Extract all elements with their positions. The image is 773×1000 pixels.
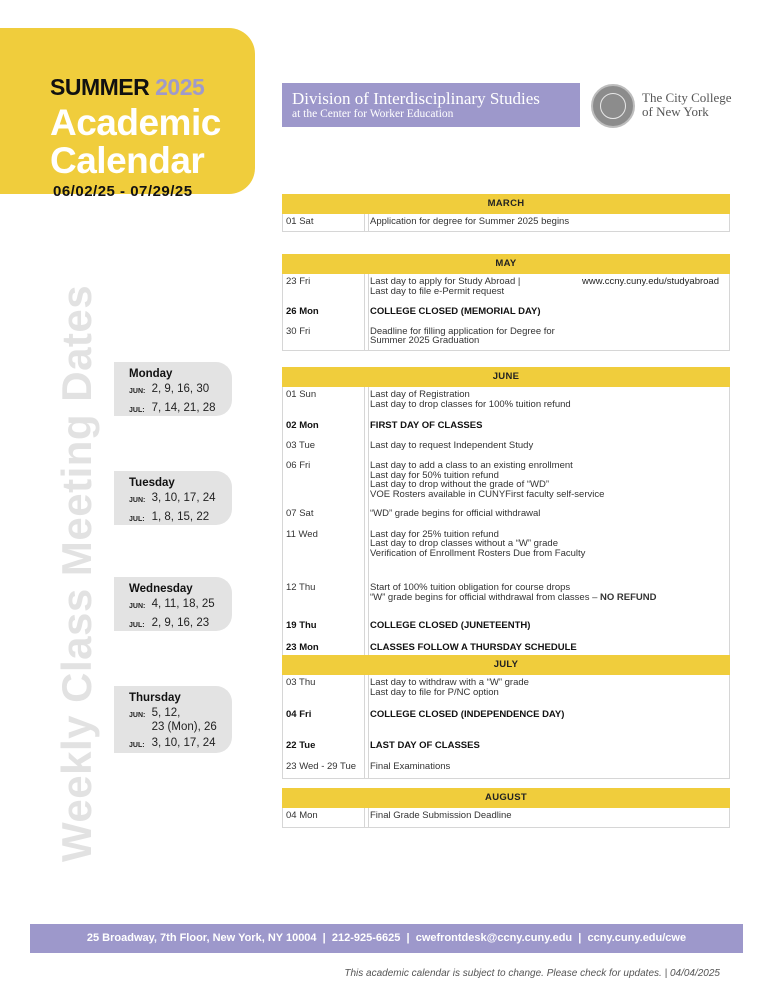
event-row [283,738,729,760]
footer-separator: | [406,932,410,944]
college-logo-text [642,91,732,119]
event-description [367,678,529,697]
event-line: Verification of Enrollment Rosters Due from Faculty [370,547,586,559]
event-line: “WD” grade begins for official withdrawal [370,508,541,519]
month-label: JUL: [129,742,145,749]
event-line: Last day to withdraw with a “W” grade [370,677,529,688]
meeting-dates: 7, 14, 21, 28 [151,402,216,414]
event-line: LAST DAY OF CLASSES [370,739,480,751]
meeting-dates: 4, 11, 18, 25 [151,598,215,610]
event-date: 12 Thu [286,582,316,593]
month-events [282,675,730,779]
event-description [367,762,450,772]
meeting-dates: 3, 10, 17, 24 [151,737,216,749]
event-description [367,530,585,559]
footer-separator: | [322,932,326,944]
event-description [367,710,564,720]
event-description [367,441,533,451]
event-date: 04 Mon [286,810,318,821]
event-description [367,461,604,499]
date-range: 06/02/25 - 07/29/25 [53,183,193,200]
month-section-may [282,254,730,351]
event-line: Deadline for filling application for Degree for [370,325,555,337]
month-section-june [282,367,730,659]
event-row [283,701,729,738]
meeting-dates: 2, 9, 16, 23 [151,617,210,629]
event-date: 23 Mon [286,641,319,653]
disclaimer-text: This academic calendar is subject to change. Please check for updates. | 04/04/2025 [344,968,720,979]
event-line: Last day to add a class to an existing enrollment [370,460,573,471]
event-description [367,741,480,751]
event-row [283,438,729,459]
meeting-dates-part1: 5, 12, [151,707,181,719]
event-description [367,217,569,227]
day-card-wednesday [114,577,232,631]
event-line: COLLEGE CLOSED (JUNETEENTH) [370,620,531,631]
event-line: Last day for 25% tuition refund [370,528,499,540]
month-label: JUN: [129,497,146,504]
event-line: COLLEGE CLOSED (MEMORIAL DAY) [370,306,541,317]
month-header: JULY [282,655,730,675]
event-description [367,390,571,409]
event-line: Final Examinations [370,761,451,772]
month-section-march [282,194,730,232]
footer-website-link[interactable]: ccny.cuny.edu/cwe [587,932,687,944]
event-line: FIRST DAY OF CLASSES [370,420,483,431]
event-description [367,327,555,346]
footer-email-link[interactable]: cwefrontdesk@ccny.cuny.edu [415,932,573,944]
summer-year: 2025 [155,74,205,100]
college-name-line2: of New York [642,104,709,119]
day-name: Wednesday [129,583,193,595]
meeting-dates [152,706,232,734]
day-name: Thursday [129,692,181,704]
event-row [283,413,729,438]
event-row [283,387,729,413]
event-line: COLLEGE CLOSED (INDEPENDENCE DAY) [370,709,565,720]
footer-separator: | [578,932,582,944]
event-line: Last day to drop classes without a “W” grade [370,538,558,549]
event-line: Last day of Registration [370,389,470,400]
event-row [283,618,729,640]
month-label: JUL: [129,622,145,629]
day-card-thursday [114,686,232,753]
event-line: Application for degree for Summer 2025 begins [370,216,570,227]
event-row [283,300,729,324]
event-line: Last day to request Independent Study [370,439,534,451]
event-line: Last day to drop without the grade of “WD” [370,479,550,490]
event-row [283,274,729,300]
month-header: AUGUST [282,788,730,808]
day-card-monday [114,362,232,416]
summer-label [50,74,204,101]
event-date: 01 Sat [286,216,314,227]
event-date: 11 Wed [286,528,318,540]
event-row [283,458,729,506]
event-description [367,583,657,602]
day-card-tuesday [114,471,232,525]
footer-address: 25 Broadway, 7th Floor, New York, NY 10004 [86,932,317,944]
month-label: JUL: [129,516,145,523]
event-date: 26 Mon [286,306,319,317]
event-row [283,324,729,350]
event-row [283,506,729,527]
month-events [282,274,730,351]
division-subtitle: at the Center for Worker Education [292,108,454,120]
college-seal-icon [591,84,635,128]
event-line: Summer 2025 Graduation [370,335,480,346]
event-row [283,527,729,581]
event-line: Last day for 50% tuition refund [370,469,499,481]
event-date: 03 Tue [286,439,316,451]
study-abroad-link[interactable]: www.ccny.cuny.edu/studyabroad [582,276,719,287]
event-description [367,277,520,296]
event-date: 04 Fri [286,709,312,720]
month-label: JUN: [129,712,146,719]
event-date: 07 Sat [286,508,314,519]
month-header: MAY [282,254,730,274]
month-events [282,808,730,828]
event-line-text: “W” grade begins for official withdrawal from classes – [370,591,598,603]
event-description [367,811,512,821]
summer-word: SUMMER [50,74,150,100]
page-title-line2: Calendar [50,140,205,181]
event-description [367,421,482,431]
event-date: 02 Mon [286,420,319,431]
footer-contact-bar [30,924,743,953]
event-line: Last day to drop classes for 100% tuition refund [370,398,571,410]
month-header: JUNE [282,367,730,387]
month-section-august [282,788,730,828]
no-refund-label: NO REFUND [600,591,657,603]
header-badge [0,28,255,200]
event-row [283,580,729,618]
division-name: Division of Interdisciplinary Studies [292,89,540,108]
event-date: 01 Sun [286,389,317,400]
event-description [367,643,577,653]
page-title-line1: Academic [50,102,221,143]
month-label: JUN: [129,388,146,395]
college-name-line1: The City College [642,90,732,105]
event-line: Start of 100% tuition obligation for course drops [370,582,571,593]
event-date: 23 Wed - 29 Tue [286,761,357,772]
event-row [283,808,729,827]
event-description [367,509,540,519]
month-label: JUN: [129,603,146,610]
event-date: 19 Thu [286,620,317,631]
event-date: 06 Fri [286,460,311,471]
event-row [283,214,729,231]
month-section-july [282,655,730,779]
month-events [282,387,730,659]
day-name: Monday [129,368,173,380]
month-events [282,214,730,232]
footer-phone[interactable]: 212-925-6625 [331,932,401,944]
event-line: Last day to file e-Permit request [370,285,505,297]
meeting-dates-part2: 23 (Mon), 26 [151,721,217,733]
meeting-dates: 1, 8, 15, 22 [151,511,210,523]
event-line: Last day to apply for Study Abroad | [370,276,521,287]
event-line [370,593,657,603]
division-banner [282,83,580,127]
event-date: 22 Tue [286,739,316,751]
event-line: Final Grade Submission Deadline [370,810,512,821]
event-line: VOE Rosters available in CUNYFirst faculty self-service [370,488,605,500]
event-date: 30 Fri [286,325,311,337]
day-name: Tuesday [129,477,175,489]
meeting-dates: 2, 9, 16, 30 [151,383,210,395]
month-header: MARCH [282,194,730,214]
event-line: Last day to file for P/NC option [370,686,499,698]
weekly-class-meeting-dates-title: Weekly Class Meeting Dates [53,284,100,862]
meeting-dates: 3, 10, 17, 24 [151,492,216,504]
event-description [367,307,540,317]
month-label: JUL: [129,407,145,414]
event-row [283,675,729,701]
event-row [283,759,729,778]
event-date: 03 Thu [286,677,316,688]
event-line: CLASSES FOLLOW A THURSDAY SCHEDULE [370,641,577,653]
event-date: 23 Fri [286,276,311,287]
event-description [367,621,530,631]
